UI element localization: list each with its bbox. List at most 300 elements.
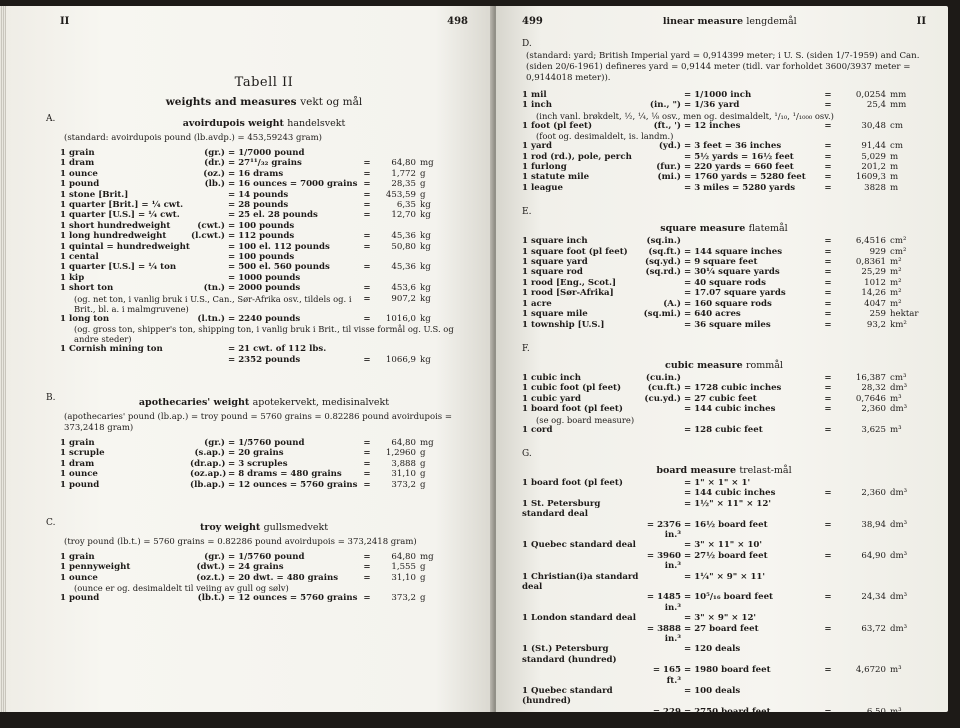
table-cell: m <box>890 172 899 183</box>
table-row <box>60 200 468 210</box>
table-cell <box>818 572 838 593</box>
table-cell: hektar <box>890 309 919 320</box>
table-cord <box>522 425 926 435</box>
table-cell: 38,94 <box>861 519 886 530</box>
table-row <box>60 158 468 168</box>
table-cell: 25,29 <box>861 267 886 278</box>
table-cell <box>372 252 416 262</box>
table-cell: 929 <box>869 246 886 257</box>
table-row <box>60 210 468 220</box>
table-cell: = <box>824 488 832 499</box>
table-cell: kg <box>420 231 431 242</box>
table-cell: = 165 ft.³ <box>652 665 681 686</box>
table-cell: 2,360 <box>861 404 886 415</box>
table-title: Tabell II <box>234 75 294 90</box>
table-cell: (mi.) <box>657 172 681 183</box>
table-cell: 3,888 <box>391 458 416 469</box>
note-foot: (foot og. desimaldelt, is. landm.) <box>536 131 674 142</box>
table-cell: 25,4 <box>866 100 886 111</box>
table-row <box>60 469 468 479</box>
table-cell: 1 stone [Brit.] <box>60 189 129 200</box>
table-cell: 1 (St.) Petersburg standard (hundred) <box>522 644 617 665</box>
section-title: board measure trelast-mål <box>656 464 792 476</box>
table-cell: kg <box>420 262 431 273</box>
table-cell: 1 pound <box>60 593 100 604</box>
table-cell: 5,029 <box>861 151 886 162</box>
standard-note: (standard: avoirdupois pound (lb.avdp.) = 453,59243 gram) <box>64 133 322 143</box>
table-cell: = <box>824 309 832 320</box>
table-cell: = <box>824 372 832 383</box>
table-cell: m² <box>890 257 902 268</box>
table-cell: = 3 feet = 36 inches <box>684 141 782 152</box>
table-cell: = 20 dwt. = 480 grains <box>228 572 339 583</box>
table-cell: = 2000 pounds <box>228 283 301 294</box>
table-row <box>60 242 468 252</box>
table-cell: g <box>420 168 426 179</box>
table-avoirdupois <box>60 148 468 294</box>
table-cell: 14,26 <box>861 288 886 299</box>
table-cell <box>642 540 684 550</box>
table-cell: (sq.in.) <box>646 236 681 247</box>
table-cell: = 9 square feet <box>684 257 758 268</box>
table-cell: (dr.) <box>204 158 225 169</box>
table-row <box>60 448 468 458</box>
table-row <box>522 121 926 131</box>
table-short-ton-note: (og. net ton, i vanlig bruk i U.S., Can., Sør-Afrika osv., tildels og. i Brit., bl. a. i malmgruvene) = 907,2 kg <box>74 293 431 314</box>
table-row <box>522 373 926 383</box>
table-cell: = 16 ounces = 7000 grains <box>228 179 358 190</box>
table-cell: dm³ <box>890 488 908 499</box>
table-cell <box>522 551 642 572</box>
table-row <box>60 593 468 603</box>
table-row <box>60 344 468 354</box>
table-cell <box>190 200 228 210</box>
table-cell <box>190 344 228 354</box>
table-cell: 1 scruple <box>60 448 105 459</box>
table-cell: 1 board foot (pl feet) <box>522 404 623 415</box>
table-cell: 64,90 <box>861 550 886 561</box>
table-cell: = 2240 pounds <box>228 313 301 324</box>
table-cell: 1 league <box>522 182 563 193</box>
table-cell: = <box>824 141 832 152</box>
section-letter: G. <box>522 448 532 459</box>
table-row <box>60 273 468 283</box>
table-cell: = <box>363 189 371 200</box>
table-cell: = <box>824 246 832 257</box>
note-board: (se og. board measure) <box>536 414 635 425</box>
table-cell <box>818 540 838 550</box>
table-cell: 1 kip <box>60 272 85 283</box>
table-row <box>522 540 926 550</box>
table-cell: g <box>420 448 426 459</box>
table-cell: 1 cental <box>60 252 99 263</box>
table-cell <box>522 624 642 645</box>
table-cell: 1 statute mile <box>522 172 590 183</box>
section-title: square measure flatemål <box>660 223 788 235</box>
table-cell: = 100 el. 112 pounds <box>228 241 330 252</box>
table-cell <box>838 478 886 488</box>
table-cell <box>818 613 838 623</box>
table-cell: 93,2 <box>866 319 886 330</box>
table-cell: = <box>824 665 832 676</box>
table-cell <box>642 320 684 330</box>
table-cell: 45,36 <box>391 262 416 273</box>
table-cell <box>642 425 684 435</box>
left-header <box>60 16 468 27</box>
table-row <box>522 425 926 435</box>
table-row <box>522 644 926 665</box>
table-cell: 1609,3 <box>855 172 886 183</box>
table-cell: = <box>363 179 371 190</box>
table-cell: mm <box>890 90 907 100</box>
table-cell <box>838 686 886 707</box>
right-header <box>522 16 926 27</box>
table-cell: (ft., ') <box>653 120 681 131</box>
table-cell: (oz.t.) <box>196 572 225 583</box>
note-gross-ton: (og. gross ton, shipper's ton, shipping ton, i vanlig bruk i Brit., til visse formål og. U.S. og andre steder) <box>74 324 454 345</box>
table-cell: 1 acre <box>522 298 552 309</box>
table-cell: m² <box>890 298 902 309</box>
table-cell: (s.ap.) <box>194 448 225 459</box>
table-cell: (cu.ft.) <box>647 383 681 394</box>
table-cell: 1 foot (pl feet) <box>522 120 593 131</box>
table-cell: = 3888 in.³ <box>646 623 681 645</box>
table-cell: 1 square mile <box>522 309 588 320</box>
table-cell: 1 Quebec standard deal <box>522 540 636 551</box>
table-cell <box>642 686 684 707</box>
table-cell <box>886 499 918 520</box>
table-row <box>60 562 468 572</box>
table-cell: = 12 ounces = 5760 grains <box>228 593 358 604</box>
table-cell: dm³ <box>890 519 908 530</box>
table-foot <box>522 121 926 131</box>
table-cell <box>642 404 684 414</box>
section-title: avoirdupois weight handelsvekt <box>182 118 346 129</box>
table-cell: (sq.rd.) <box>645 267 681 278</box>
table-cell: = <box>824 383 832 394</box>
table-cell <box>642 572 684 593</box>
table-cell: 1 Cornish mining ton <box>60 344 163 355</box>
table-cell: 1,555 <box>391 562 416 573</box>
table-row <box>522 320 926 330</box>
table-cell: (oz.ap.) <box>190 469 227 480</box>
table-cell: 1 yard <box>522 141 553 152</box>
table-cell: 1 rood [Eng., Scot.] <box>522 277 617 288</box>
table-cell: = 28 pounds <box>228 200 289 211</box>
table-square <box>522 236 926 330</box>
table-cell: mg <box>420 551 434 562</box>
table-cell: g <box>420 179 426 190</box>
table-cell: = 1/36 yard <box>684 100 740 111</box>
table-cell: 31,10 <box>391 469 416 480</box>
table-cell: = 1" × 1" × 1' <box>684 477 751 488</box>
table-cell: = 10⁵/₁₆ board feet <box>684 592 774 603</box>
table-cubic <box>522 373 926 415</box>
table-cell: 1 square yard <box>522 257 588 268</box>
table-cell: = <box>363 231 371 242</box>
table-cell: (cwt.) <box>197 220 225 231</box>
table-cell: m² <box>890 288 902 299</box>
table-cell: = <box>824 151 832 162</box>
table-cell: = <box>363 437 371 448</box>
table-cell: m³ <box>890 424 902 435</box>
table-cell: 1 quarter [Brit.] = ¼ cwt. <box>60 200 184 211</box>
table-row <box>522 141 926 151</box>
table-cell: = <box>824 267 832 278</box>
table-cell: = <box>824 182 832 193</box>
table-cell: kg <box>420 200 431 211</box>
table-cell: (A.) <box>663 298 681 309</box>
table-cell: = 3 scruples <box>228 458 288 469</box>
table-cell <box>362 344 372 354</box>
table-row <box>60 169 468 179</box>
table-cell: = <box>363 313 371 324</box>
table-cell: dm³ <box>890 383 908 394</box>
table-row <box>60 314 468 324</box>
table-cell: = <box>363 572 371 583</box>
table-cell: 1066,9 <box>385 354 416 365</box>
table-cell: 1 Christian(i)a standard deal <box>522 571 639 592</box>
section-letter: B. <box>46 392 56 403</box>
table-cell: = <box>824 162 832 173</box>
table-cell <box>838 572 886 593</box>
table-cell: = <box>363 210 371 221</box>
table-cell: cm² <box>890 236 907 247</box>
table-row <box>522 278 926 288</box>
table-cell: m² <box>890 277 902 288</box>
table-cell: 4047 <box>864 298 886 309</box>
table-cell: = 24 grains <box>228 562 284 573</box>
table-cell: = 3960 in.³ <box>646 550 681 572</box>
table-cell: (l.tn.) <box>197 313 225 324</box>
section-letter: F. <box>522 343 530 354</box>
table-cell: (sq.ft.) <box>648 246 681 257</box>
table-cell: = <box>363 562 371 573</box>
table-cell: (l.cwt.) <box>191 231 225 242</box>
table-cell: 259 <box>869 309 886 320</box>
table-cell: = <box>824 172 832 183</box>
table-cell: 1 dram <box>60 458 95 469</box>
table-cell: = <box>363 469 371 480</box>
table-cell: (lb.ap.) <box>190 479 225 490</box>
table-cell <box>416 252 434 262</box>
table-cell: = 5½ yards = 16½ feet <box>684 151 794 162</box>
table-row <box>522 90 926 100</box>
table-cell: dm³ <box>890 592 908 603</box>
table-cell: = 1728 cubic inches <box>684 383 782 394</box>
table-cell <box>372 148 416 158</box>
table-cell: (sq.yd.) <box>645 257 681 268</box>
table-cell: = <box>363 593 371 604</box>
table-cell: 6,35 <box>396 200 416 211</box>
table-cell: 3828 <box>864 182 886 193</box>
table-cell <box>684 373 818 383</box>
table-cell: = <box>824 623 832 634</box>
table-cell <box>838 613 886 623</box>
table-cell: 30,48 <box>861 120 886 131</box>
table-cell <box>190 210 228 220</box>
table-cell: = 36 square miles <box>684 319 771 330</box>
note-net-ton: (og. net ton, i vanlig bruk i U.S., Can., Sør-Afrika osv., tildels og. i Brit., bl. a. i malmgruvene) <box>74 293 352 314</box>
table-cell: = <box>363 241 371 252</box>
table-cell: g <box>420 562 426 573</box>
main-heading: weights and measures vekt og mål <box>165 96 363 108</box>
table-cell <box>886 478 918 488</box>
table-cell <box>190 273 228 283</box>
table-cell: = <box>824 550 832 561</box>
table-row <box>60 573 468 583</box>
table-cell: 373,2 <box>391 593 416 604</box>
running-head: linear measure lengdemål <box>662 16 797 27</box>
table-cell <box>642 152 684 162</box>
table-cell: 0,0254 <box>855 90 886 100</box>
table-row <box>522 520 926 541</box>
table-cell <box>838 644 886 665</box>
table-row <box>522 162 926 172</box>
table-cell: = 229 ft.³ <box>652 706 681 728</box>
table-row <box>522 299 926 309</box>
table-cell: 1 Quebec standard (hundred) <box>522 686 613 707</box>
table-cell: cm <box>890 120 903 131</box>
table-cell: = 1760 yards = 5280 feet <box>684 172 806 183</box>
table-row <box>522 572 926 593</box>
table-cell: 1 square rod <box>522 267 583 278</box>
table-board <box>522 478 926 728</box>
table-cell: = <box>363 354 371 365</box>
table-cell: = 20 grains <box>228 448 284 459</box>
table-cell: 1,2960 <box>385 448 416 459</box>
table-cell: dm³ <box>890 550 908 561</box>
left-page <box>6 6 494 712</box>
table-cell: 1 rod (rd.), pole, perch <box>522 151 632 162</box>
table-cell: = <box>363 168 371 179</box>
table-row <box>60 355 468 365</box>
table-cell: = <box>363 458 371 469</box>
table-cell: 1 square inch <box>522 236 588 247</box>
table-cell <box>416 221 434 231</box>
table-cell <box>522 707 642 728</box>
table-cell <box>522 488 642 498</box>
page-number: 499 <box>522 16 543 27</box>
table-cell: 24,34 <box>861 592 886 603</box>
table-cell: 453,59 <box>385 189 416 200</box>
table-cell: = <box>824 277 832 288</box>
table-cell: (gr.) <box>204 551 225 562</box>
table-cell: kg <box>420 313 431 324</box>
table-cell: = <box>363 200 371 211</box>
table-cell: = <box>824 257 832 268</box>
table-row <box>60 221 468 231</box>
table-row <box>522 686 926 707</box>
table-cell: = <box>824 319 832 330</box>
table-cell: 64,80 <box>391 437 416 448</box>
table-cell: (gr.) <box>204 437 225 448</box>
table-cell: 1 short hundredweight <box>60 220 171 231</box>
table-cell: 1 long hundredweight <box>60 231 167 242</box>
table-cell: = <box>824 298 832 309</box>
table-cell: 1 square foot (pl feet) <box>522 246 628 257</box>
table-row <box>60 190 468 200</box>
table-cell: = 144 cubic inches <box>684 404 776 415</box>
table-cell: = 3" × 9" × 12' <box>684 613 757 624</box>
table-cell: = 1/5760 pound <box>228 551 305 562</box>
table-cell: (yd.) <box>658 141 681 152</box>
table-cell: m <box>890 151 899 162</box>
table-row <box>60 148 468 158</box>
table-cell: (in., ") <box>649 100 681 111</box>
table-cell: 1 ounce <box>60 572 98 583</box>
section-title: troy weight gullsmedvekt <box>199 521 329 533</box>
table-cell <box>818 686 838 707</box>
table-row <box>522 551 926 572</box>
table-cell <box>362 148 372 158</box>
table-cell <box>190 252 228 262</box>
table-cell: 1 board foot (pl feet) <box>522 477 623 488</box>
table-cell <box>642 644 684 665</box>
table-cell: (oz.) <box>203 168 225 179</box>
table-row <box>522 183 926 193</box>
table-cell: 28,32 <box>861 383 886 394</box>
table-cell: = 128 cubic feet <box>684 424 763 435</box>
table-cell <box>190 355 228 365</box>
table-cell: = 112 pounds <box>228 231 295 242</box>
table-cell <box>886 572 918 593</box>
table-cell: = <box>824 90 832 100</box>
table-row <box>522 624 926 645</box>
table-cell: 1 mil <box>522 90 547 100</box>
table-row <box>522 613 926 623</box>
note-inch: (inch vanl. brøkdelt, ½, ¼, ⅛ osv., men og. desimaldelt, ¹/₁₀, ¹/₁₀₀₀ osv.) <box>536 110 834 121</box>
table-cell: = <box>824 706 832 717</box>
table-cell <box>838 499 886 520</box>
table-cell: dm³ <box>890 623 908 634</box>
table-cell: 1 quintal = hundredweight <box>60 241 190 252</box>
table-cell <box>60 355 190 365</box>
table-cell: (dr.ap.) <box>190 458 226 469</box>
section-title: apothecaries' weight apotekervekt, medisinalvekt <box>138 396 390 408</box>
table-cell: 91,44 <box>861 141 886 152</box>
table-cell: 1 inch <box>522 100 552 111</box>
table-cell: = 1/1000 inch <box>684 90 752 100</box>
table-cell: 1 London standard deal <box>522 613 637 624</box>
table-cell: = 12 ounces = 5760 grains <box>228 479 358 490</box>
table-cell: = 12 inches <box>684 120 741 131</box>
table-cell: 1 ounce <box>60 469 98 480</box>
table-cell <box>642 613 684 623</box>
table-cell: mg <box>420 437 434 448</box>
table-row <box>522 267 926 277</box>
table-cell: (fur.) <box>656 162 681 173</box>
table-row <box>60 262 468 272</box>
table-cell <box>522 665 642 686</box>
table-cell: 6,50 <box>866 706 886 717</box>
table-cell: = 1980 board feet <box>684 665 771 676</box>
standard-note: (apothecaries' pound (lb.ap.) = troy pound = 5760 grains = 0.82286 pound avoirdupois = 373,2418 gram) <box>64 411 452 433</box>
table-cell: 373,2 <box>391 479 416 490</box>
table-cell: = 100 pounds <box>228 220 295 231</box>
table-row <box>522 665 926 686</box>
table-cell: = 25 el. 28 pounds <box>228 210 318 221</box>
table-cell <box>190 190 228 200</box>
table-cell: = <box>363 551 371 562</box>
table-cell <box>372 221 416 231</box>
table-cell: = <box>363 479 371 490</box>
table-row <box>522 309 926 319</box>
table-cell: 1 dram <box>60 158 95 169</box>
table-cell: = <box>363 448 371 459</box>
table-cell: 1 grain <box>60 551 95 562</box>
table-cell <box>362 252 372 262</box>
